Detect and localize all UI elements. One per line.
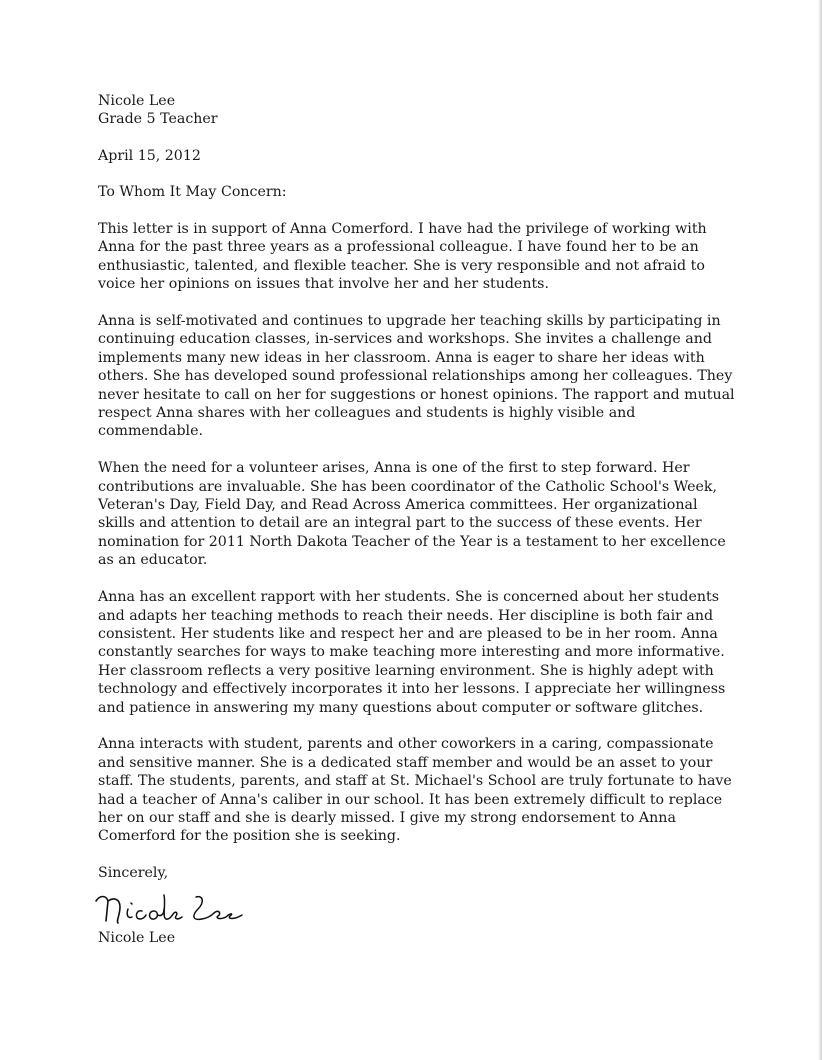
paragraph-line: Anna has an excellent rapport with her students. She is concerned about her students	[98, 589, 720, 606]
paragraph-line: and sensitive manner. She is a dedicated staff member and would be an asset to your	[98, 754, 713, 771]
paragraph-line: This letter is in support of Anna Comerford. I have had the privilege of working with	[98, 221, 707, 238]
scan-edge	[818, 0, 822, 1060]
paragraph-line: had a teacher of Anna's caliber in our school. It has been extremely difficult to replace	[98, 791, 723, 808]
paragraph-3	[98, 459, 726, 569]
paragraph-line: enthusiastic, talented, and flexible teacher. She is very responsible and not afraid to	[98, 257, 705, 274]
salutation: To Whom It May Concern:	[98, 184, 287, 201]
sender-title: Grade 5 Teacher	[98, 111, 218, 128]
paragraph-4	[98, 588, 726, 717]
paragraph-line: Anna for the past three years as a professional colleague. I have found her to be an	[98, 239, 699, 256]
paragraph-line: Comerford for the position she is seeking.	[98, 828, 401, 845]
paragraph-line: respect Anna shares with her colleagues and students is highly visible and	[98, 405, 636, 422]
signed-name: Nicole Lee	[98, 929, 176, 946]
paragraph-line: implements many new ideas in her classroom. Anna is eager to share her ideas with	[98, 349, 705, 366]
paragraph-line: as an educator.	[98, 552, 208, 569]
paragraph-line: technology and effectively incorporates it into her lessons. I appreciate her willingness	[98, 681, 726, 698]
paragraph-line: staff. The students, parents, and staff at St. Michael's School are truly fortunate to have	[98, 773, 732, 790]
paragraph-5	[98, 735, 732, 845]
letter-date: April 15, 2012	[98, 147, 201, 164]
paragraph-1	[98, 220, 718, 294]
paragraph-line: Her classroom reflects a very positive learning environment. She is highly adept with	[98, 662, 714, 679]
paragraph-line: others. She has developed sound professional relationships among her colleagues. They	[98, 368, 733, 385]
paragraph-line: constantly searches for ways to make teaching more interesting and more informative.	[98, 644, 725, 661]
paragraph-line: skills and attention to detail are an integral part to the success of these events. Her	[98, 515, 702, 532]
paragraph-line: Anna interacts with student, parents and other coworkers in a caring, compassionate	[98, 736, 714, 753]
paragraph-2	[98, 312, 735, 441]
sender-name: Nicole Lee	[98, 93, 176, 109]
handwritten-signature	[92, 887, 252, 929]
paragraph-line: nomination for 2011 North Dakota Teacher of the Year is a testament to her excellence	[98, 533, 726, 550]
paragraph-line: When the need for a volunteer arises, Anna is one of the first to step forward. Her	[98, 460, 690, 477]
paragraphs	[98, 202, 735, 846]
paragraph-line: continuing education classes, in-services and workshops. She invites a challenge and	[98, 331, 712, 348]
closing: Sincerely,	[98, 865, 169, 882]
paragraph-line: commendable.	[98, 423, 203, 440]
paragraph-line: consistent. Her students like and respect her and are pleased to be in her room. Anna	[98, 625, 718, 642]
paragraph-line: never hesitate to call on her for suggestions or honest opinions. The rapport and mutual	[98, 386, 735, 403]
paragraph-line: and patience in answering my many questions about computer or software glitches.	[98, 699, 704, 716]
paragraph-line: Veteran's Day, Field Day, and Read Across America committees. Her organizational	[98, 497, 698, 514]
letter-body	[98, 92, 735, 947]
sender-block	[98, 92, 718, 129]
paragraph-line: her on our staff and she is dearly missed. I give my strong endorsement to Anna	[98, 809, 676, 826]
paragraph-line: and adapts her teaching methods to reach their needs. Her discipline is both fair and	[98, 607, 714, 624]
paragraph-line: voice her opinions on issues that involve her and her students.	[98, 276, 549, 293]
paragraph-line: Anna is self-motivated and continues to upgrade her teaching skills by participating in	[98, 313, 721, 330]
paragraph-line: contributions are invaluable. She has been coordinator of the Catholic School's Week,	[98, 478, 717, 495]
